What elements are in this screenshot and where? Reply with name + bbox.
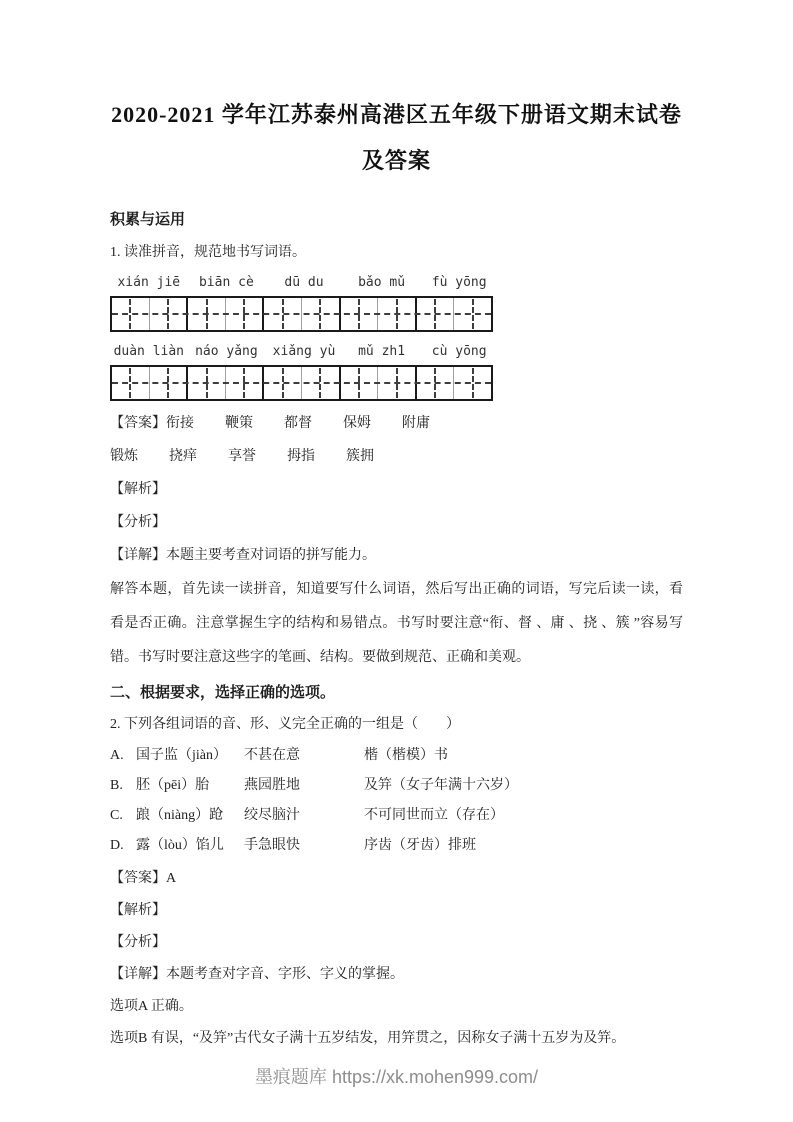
answer-word: 衔接 (166, 416, 194, 431)
answer-tag: 【答案】 (110, 416, 166, 431)
writing-cell (417, 298, 455, 330)
writing-cell (454, 367, 491, 399)
writing-cell (226, 367, 263, 399)
q1-writing-grid-1 (110, 296, 493, 332)
writing-grid-group (417, 367, 491, 399)
writing-grid-group (264, 367, 340, 399)
writing-grid-group (341, 298, 417, 330)
answer-word: 锻炼 (110, 449, 138, 464)
q1-pinyin-row-2 (110, 344, 498, 360)
writing-cell (264, 298, 302, 330)
writing-cell (341, 298, 379, 330)
writing-grid-group (188, 298, 264, 330)
writing-cell (226, 298, 263, 330)
option-col2: 不甚在意 (244, 748, 300, 763)
writing-grid-group (264, 298, 340, 330)
option-row-b (110, 771, 683, 801)
q1-answer-line-2 (110, 447, 683, 467)
writing-grid-group (417, 298, 491, 330)
q1-answer-line-1 (110, 414, 683, 434)
document-title: 2020-2021 学年江苏泰州高港区五年级下册语文期末试卷及答案 (111, 102, 682, 173)
option-letter: B. (110, 778, 123, 793)
writing-cell (150, 298, 187, 330)
writing-cell (378, 367, 415, 399)
option-col3: 及笄（女子年满十六岁） (364, 778, 518, 793)
answer-word: 附庸 (402, 416, 430, 431)
option-col1: 胚（pēi）胎 (136, 778, 210, 793)
pinyin-syllable-pair: bǎo mǔ (358, 275, 406, 290)
answer-word: 鞭策 (225, 416, 253, 431)
option-col2: 燕园胜地 (244, 778, 300, 793)
option-row-a (110, 741, 683, 771)
q2-options (110, 741, 683, 861)
writing-cell (264, 367, 302, 399)
question1-stem: 1. 读准拼音，规范地书写词语。 (110, 245, 306, 260)
writing-cell (188, 367, 226, 399)
writing-cell (112, 298, 150, 330)
pinyin-syllable-pair: dū du (284, 275, 324, 290)
option-col3: 楷（楷模）书 (364, 748, 448, 763)
q1-fenxi-tag: 【分析】 (110, 515, 166, 530)
q2-analysis-block (110, 863, 683, 1055)
pinyin-syllable-pair: mǔ zh1 (358, 344, 406, 359)
pinyin-syllable-pair: xiǎng yù (272, 344, 336, 359)
writing-grid-group (112, 298, 188, 330)
option-col1: 国子监（jiàn） (136, 748, 227, 763)
option-col1: 踉（niàng）跄 (136, 808, 224, 823)
option-row-c (110, 801, 683, 831)
writing-grid-group (112, 367, 188, 399)
q2-xiangjie-line: 【详解】本题考查对字音、字形、字义的掌握。 (110, 967, 404, 982)
option-row-d (110, 831, 683, 861)
q2-note-option-a: 选项A 正确。 (110, 999, 193, 1014)
q1-writing-grid-2 (110, 365, 493, 401)
pinyin-syllable-pair: duàn liàn (113, 344, 185, 359)
writing-cell (302, 298, 339, 330)
option-col1: 露（lòu）馅儿 (136, 838, 224, 853)
q2-note-option-b: 选项B 有误，“及笄”古代女子满十五岁结发，用笄贯之，因称女子满十五岁为及笄。 (110, 1031, 626, 1046)
writing-grid-group (188, 367, 264, 399)
option-letter: C. (110, 808, 123, 823)
answer-word: 簇拥 (346, 449, 374, 464)
answer-word: 拇指 (287, 449, 315, 464)
writing-grid-group (341, 367, 417, 399)
option-col2: 绞尽脑汁 (244, 808, 300, 823)
option-col3: 序齿（牙齿）排班 (364, 838, 476, 853)
answer-word: 都督 (284, 416, 312, 431)
document-body (0, 210, 793, 1055)
answer-word: 享誉 (228, 449, 256, 464)
q1-xiangjie-line: 【详解】本题主要考查对词语的拼写能力。 (110, 548, 376, 563)
q2-answer-line: 【答案】A (110, 871, 177, 886)
pinyin-syllable-pair: náo yǎng (195, 344, 258, 359)
option-col3: 不可同世而立（存在） (364, 808, 504, 823)
q2-jiexi-tag: 【解析】 (110, 903, 166, 918)
answer-word: 保姆 (343, 416, 371, 431)
site-footer-link[interactable]: 墨痕题库 https://xk.mohen999.com/ (254, 1067, 539, 1087)
writing-cell (150, 367, 187, 399)
q1-jiexi-tag: 【解析】 (110, 482, 166, 497)
q1-pinyin-row-1 (110, 275, 498, 291)
writing-cell (417, 367, 455, 399)
writing-cell (112, 367, 150, 399)
section1-heading: 积累与运用 (110, 212, 186, 228)
pinyin-syllable-pair: fù yōng (431, 275, 487, 290)
option-letter: D. (110, 838, 124, 853)
q2-fenxi-tag: 【分析】 (110, 935, 166, 950)
writing-cell (188, 298, 226, 330)
pinyin-syllable-pair: xián jiē (117, 275, 181, 290)
writing-cell (302, 367, 339, 399)
writing-cell (341, 367, 379, 399)
option-col2: 手急眼快 (244, 838, 300, 853)
option-letter: A. (110, 748, 124, 763)
section2-heading: 二、根据要求，选择正确的选项。 (110, 685, 336, 701)
q1-xiangjie-paragraph: 解答本题，首先读一读拼音，知道要写什么词语，然后写出正确的词语，写完后读一读，看看是否正确。注意掌握生字的结构和易错点。书写时要注意“衔、督 、庸 、挠 、簇 ”容易写错。书写时要注意这些字的笔画、结构。要做到规范、正确和美观。 (110, 582, 683, 665)
pinyin-syllable-pair: biān cè (198, 275, 254, 290)
answer-word: 挠痒 (169, 449, 197, 464)
pinyin-syllable-pair: cù yōng (431, 344, 487, 359)
writing-cell (454, 298, 491, 330)
writing-cell (378, 298, 415, 330)
question2-stem: 2. 下列各组词语的音、形、义完全正确的一组是（ ） (110, 717, 460, 732)
